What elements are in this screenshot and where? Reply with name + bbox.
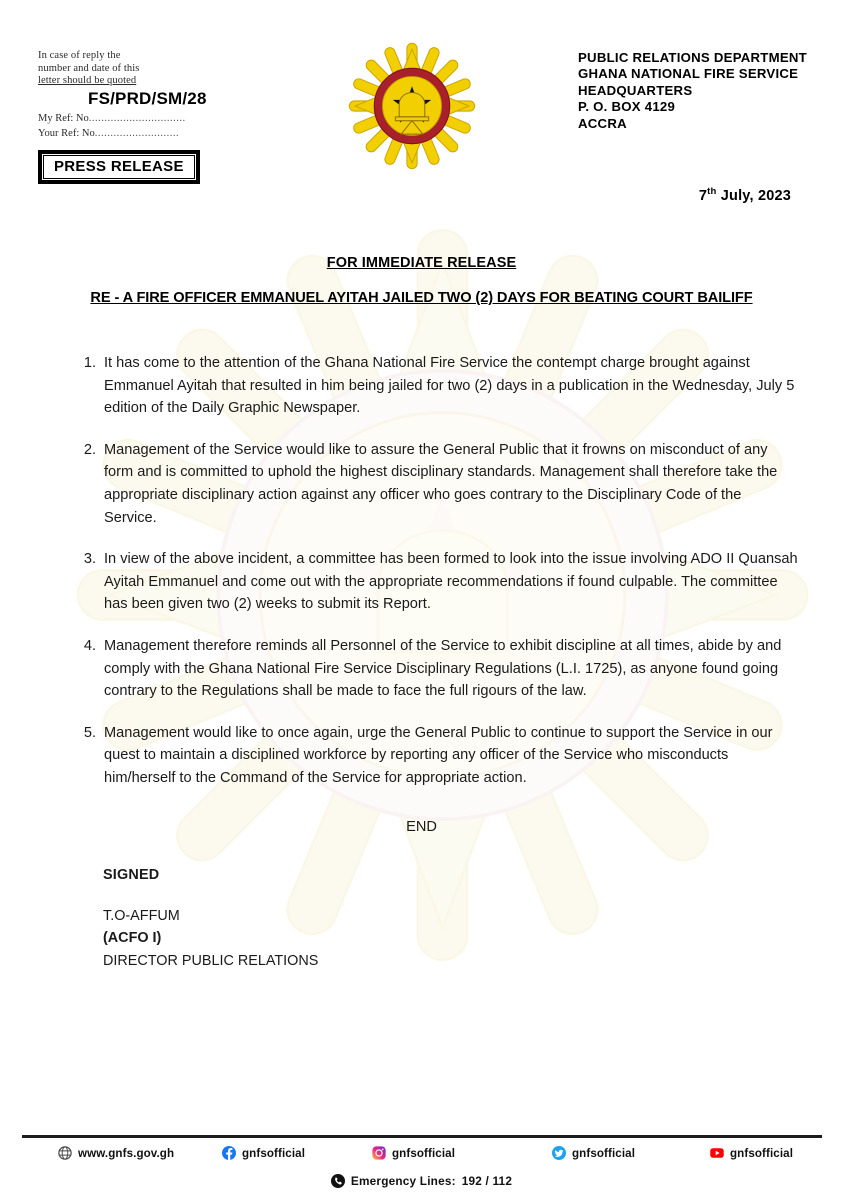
paragraph-text: It has come to the attention of the Ghana National Fire Service the contempt charge brought against Emmanuel Ayitah that resulted in him being jailed for two (2) days in a publication in the Wednesday, July 5 edition of the Daily Graphic Newspaper. <box>104 355 795 417</box>
organisation-address <box>578 50 807 132</box>
footer-instagram[interactable] <box>372 1146 455 1160</box>
my-ref-dots: ............................... <box>88 112 186 124</box>
reply-note-line-1: In case of reply the <box>38 50 121 61</box>
your-ref-line <box>38 128 288 139</box>
youtube-icon <box>710 1146 724 1160</box>
emergency-label: Emergency Lines: <box>350 1174 456 1188</box>
signatory-name: T.O-AFFUM <box>103 907 180 924</box>
paragraph-number: 2. <box>83 441 96 458</box>
footer-twitter-label: gnfsofficial <box>572 1146 636 1160</box>
emergency-lines <box>331 1174 512 1188</box>
twitter-icon <box>552 1146 566 1160</box>
facebook-icon <box>222 1146 236 1160</box>
footer-youtube-label: gnfsofficial <box>730 1146 794 1160</box>
org-line-4: P. O. BOX 4129 <box>578 99 676 115</box>
paragraph-item <box>74 548 798 616</box>
page-bottom-cutoff <box>0 1188 843 1193</box>
paragraph-item <box>74 635 798 703</box>
paragraph-number: 1. <box>83 355 96 371</box>
paragraph-number: 4. <box>83 637 96 654</box>
globe-icon <box>58 1146 72 1160</box>
org-line-5: ACCRA <box>578 115 627 131</box>
instagram-icon <box>372 1146 386 1160</box>
footer-youtube[interactable] <box>710 1146 793 1160</box>
signature-block <box>103 864 318 972</box>
subject-title <box>0 290 843 306</box>
reference-number: FS/PRD/SM/28 <box>88 88 207 108</box>
paragraph-number: 3. <box>83 551 96 568</box>
paragraph-number: 5. <box>83 724 96 741</box>
signed-label: SIGNED <box>103 867 160 883</box>
end-label: END <box>406 819 437 835</box>
footer-website-label: www.gnfs.gov.gh <box>78 1146 175 1160</box>
footer-facebook-label: gnfsofficial <box>242 1146 306 1160</box>
press-release-stamp-inner <box>43 155 195 179</box>
reply-note-line-2: number and date of this <box>38 62 140 74</box>
gnfs-logo <box>348 42 476 170</box>
immediate-release-title <box>0 255 843 271</box>
press-release-label: PRESS RELEASE <box>54 158 184 175</box>
document-date <box>699 186 791 204</box>
footer <box>0 1146 843 1168</box>
numbered-paragraph-list <box>74 352 798 809</box>
paragraph-text: Management would like to once again, urge the General Public to continue to support the Service in our quest to maintain a disciplined workforce by reporting any officer of the Service who misconducts him/herself to the Command of the Service for appropriate action. <box>104 724 773 786</box>
paragraph-text: In view of the above incident, a committee has been formed to look into the issue involving ADO II Quansah Ayitah Emmanuel and come out with the appropriate recommendations if found culpable. The committee has been given two (2) weeks to submit its Report. <box>104 551 798 613</box>
your-ref-label: Your Ref: No <box>38 127 95 139</box>
date-rest: July, 2023 <box>716 187 791 204</box>
footer-twitter[interactable] <box>552 1146 635 1160</box>
date-ordinal: th <box>707 186 717 197</box>
paragraph-item <box>74 439 798 529</box>
org-line-3: HEADQUARTERS <box>578 82 693 98</box>
my-ref-line <box>38 113 288 124</box>
footer-instagram-label: gnfsofficial <box>392 1146 456 1160</box>
paragraph-item <box>74 352 798 420</box>
immediate-release-title-text: FOR IMMEDIATE RELEASE <box>326 255 517 271</box>
subject-title-text: RE - A FIRE OFFICER EMMANUEL AYITAH JAILED TWO (2) DAYS FOR BEATING COURT BAILIFF <box>90 290 753 306</box>
reference-block <box>38 50 288 139</box>
date-day: 7 <box>698 187 708 204</box>
paragraph-text: Management therefore reminds all Personnel of the Service to exhibit discipline at all times, abide by and comply with the Ghana National Fire Service Disciplinary Regulations (L.I. 1725), as anyone found going contrary to the Regulations shall be made to face the full rigours of the law. <box>104 637 782 700</box>
emergency-numbers: 192 / 112 <box>461 1174 513 1188</box>
signatory-rank: (ACFO I) <box>103 930 162 947</box>
paragraph-text: Management of the Service would like to assure the General Public that it frowns on misconduct of any form and is committed to uphold the highest disciplinary standards. Management shall therefore take the appropriate disciplinary action against any officer who goes contrary to the Disciplinary Code of the Service. <box>104 441 778 526</box>
footer-social-row <box>0 1146 843 1168</box>
paragraph-item <box>74 722 798 790</box>
press-release-stamp <box>38 150 200 184</box>
org-line-2: GHANA NATIONAL FIRE SERVICE <box>578 66 799 82</box>
your-ref-dots: ........................... <box>94 127 180 139</box>
reply-note <box>38 50 288 88</box>
footer-facebook[interactable] <box>222 1146 305 1160</box>
reply-note-line-3: letter should be quoted <box>38 75 137 87</box>
footer-divider <box>22 1135 822 1138</box>
phone-icon <box>331 1174 345 1188</box>
signatory-position: DIRECTOR PUBLIC RELATIONS <box>103 952 319 969</box>
footer-website[interactable] <box>58 1146 174 1160</box>
my-ref-label: My Ref: No <box>38 112 89 124</box>
org-line-1: PUBLIC RELATIONS DEPARTMENT <box>578 50 807 65</box>
